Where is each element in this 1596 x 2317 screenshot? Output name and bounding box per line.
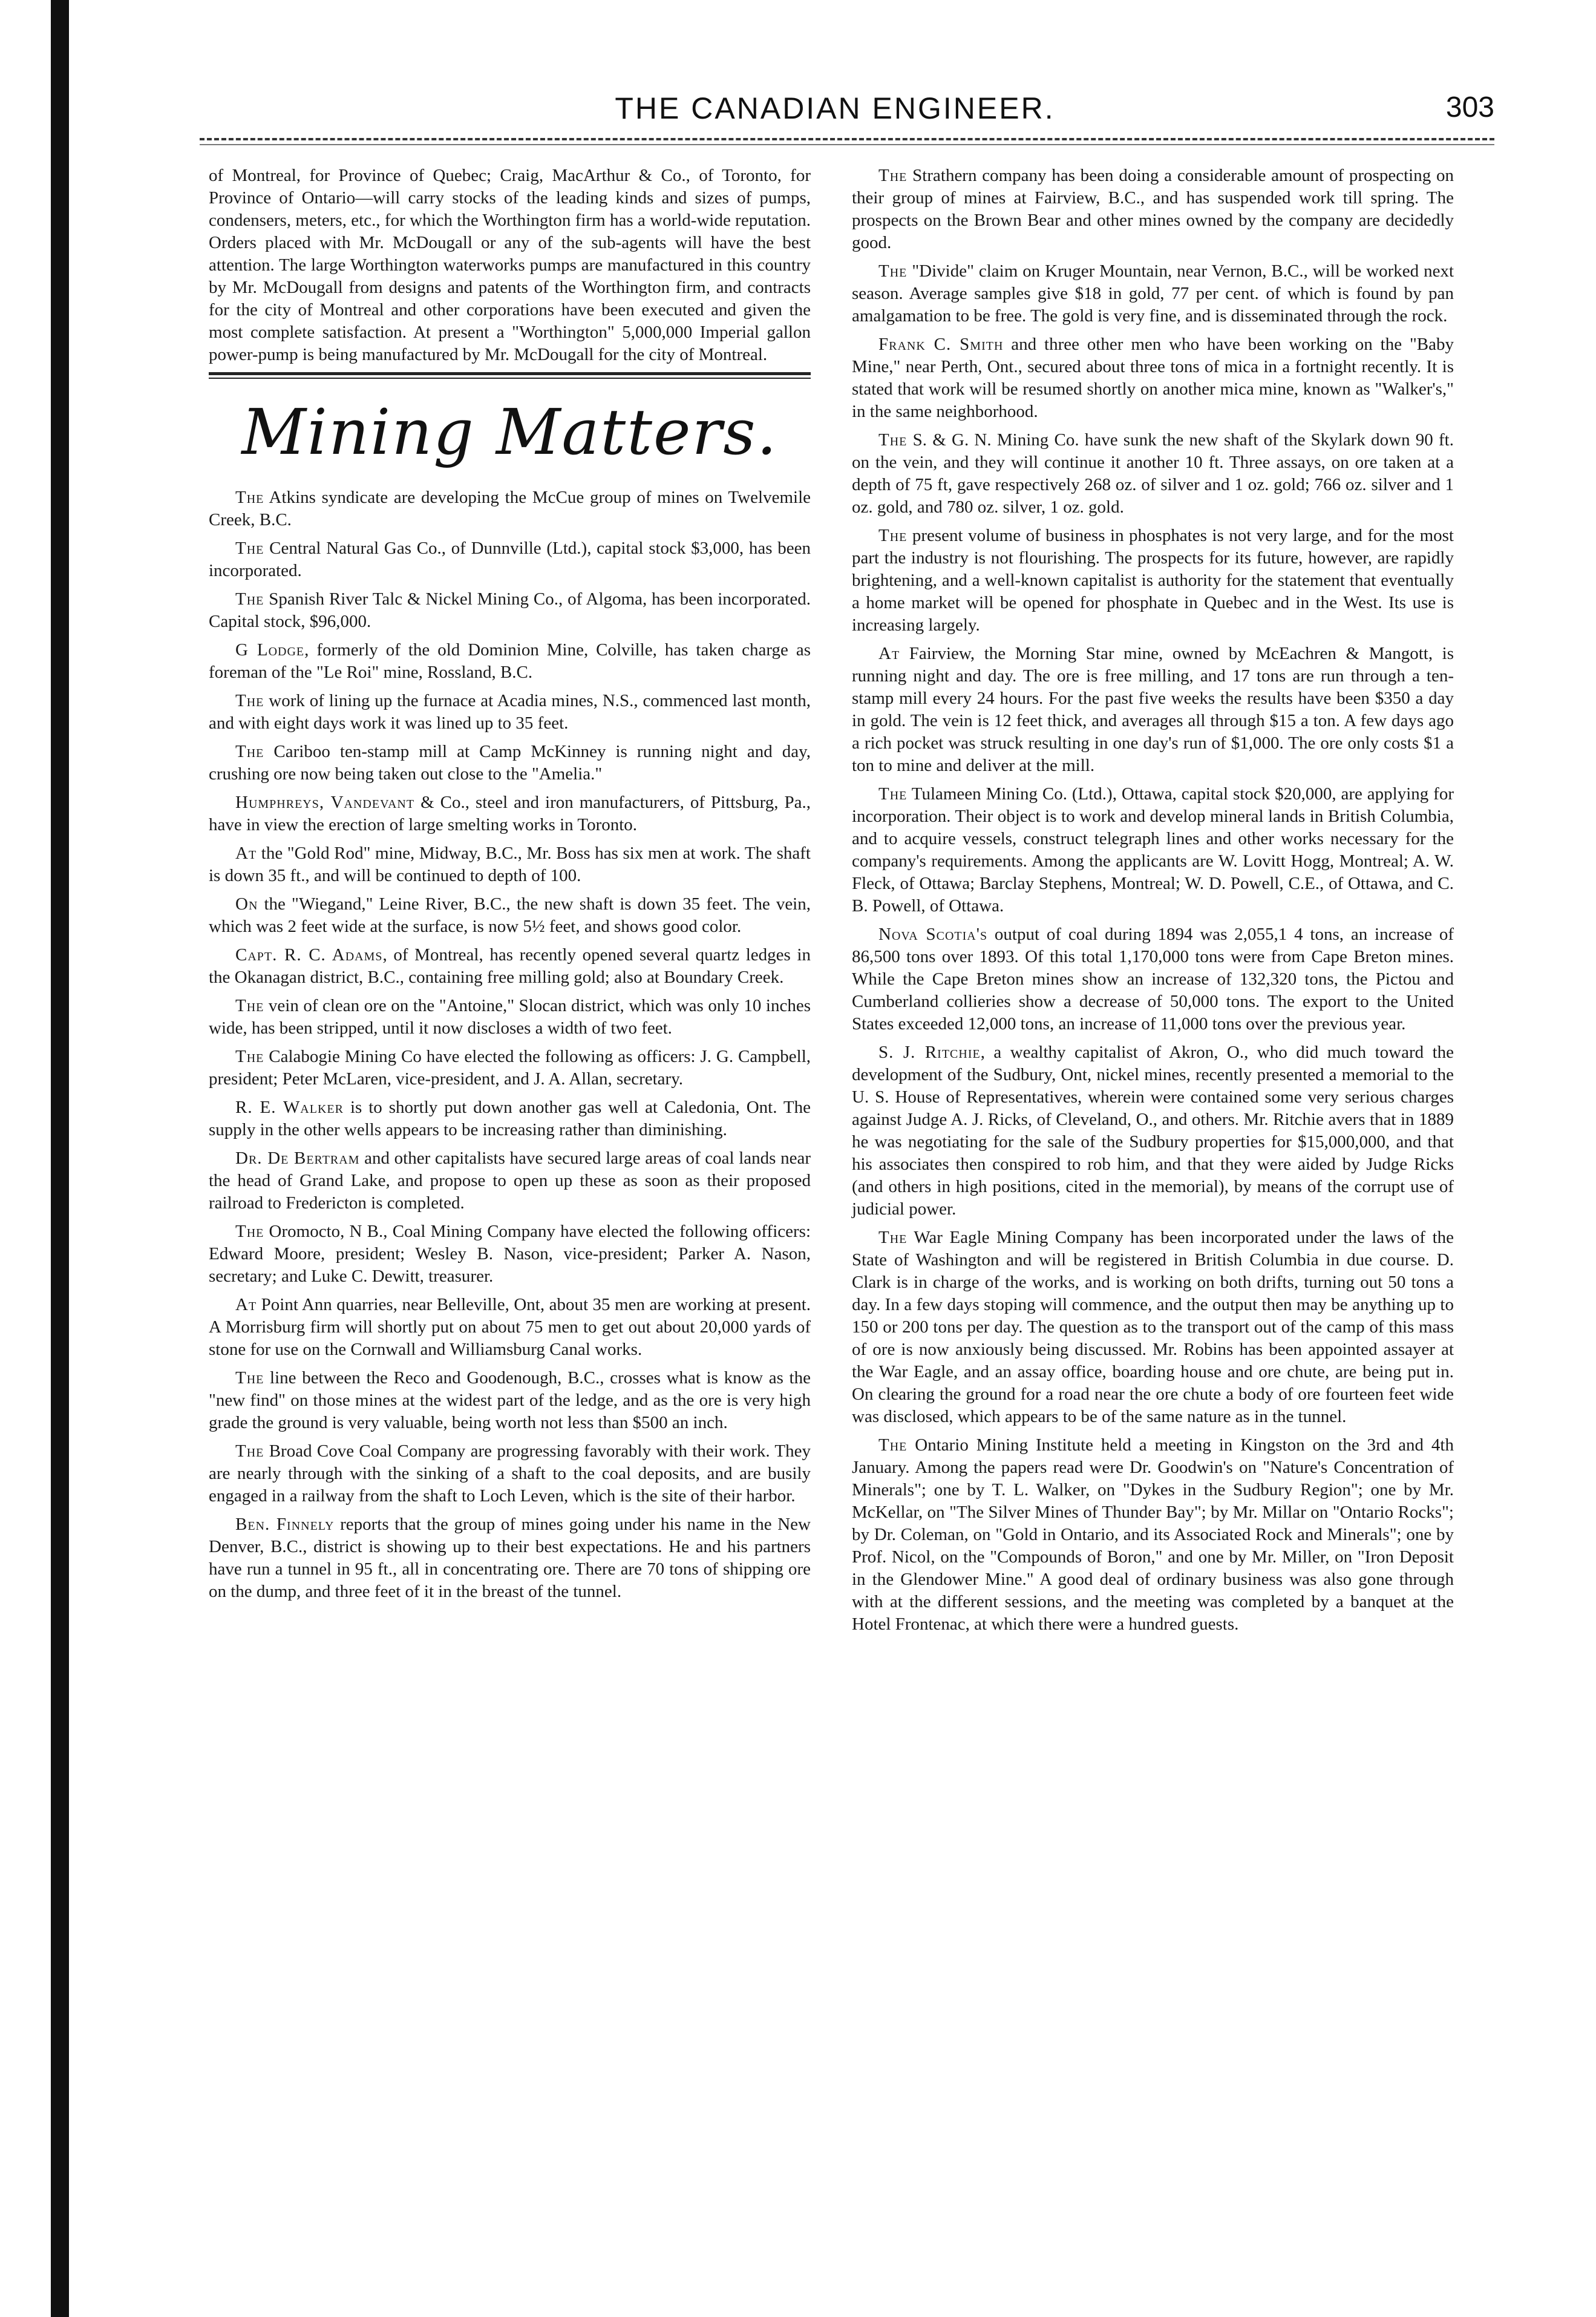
news-item-text: work of lining up the furnace at Acadia mines, N.S., commenced last month, and with eight days work it was lined up to 35 feet. xyxy=(209,691,811,733)
news-item-lead: Nova Scotia's xyxy=(878,925,988,944)
section-title xyxy=(209,396,811,468)
news-item-text: Fairview, the Morning Star mine, owned by McEachren & Mangott, is running night and day. The ore is free milling, and 17 tons are run through a ten-stamp mill every 24 hours. For the past five weeks the results have been $350 a day in gold. The vein is 12 feet thick, and averages all through $15 a ton. A few days ago a rich pocket was struck resulting in one day's run of $1,000. The ore only costs $1 a ton to mine and deliver at the mill. xyxy=(852,644,1454,775)
news-item-lead: Capt. R. C. Adams xyxy=(235,945,383,965)
news-item-text: vein of clean ore on the "Antoine," Slocan district, which was only 10 inches wide, has been stripped, until it now discloses a width of two feet. xyxy=(209,996,811,1038)
news-item-lead: Frank C. Smith xyxy=(878,335,1004,354)
news-item xyxy=(209,1440,811,1507)
left-news-items xyxy=(209,487,811,1603)
news-item-lead: The xyxy=(878,430,908,450)
news-item-text: , formerly of the old Dominion Mine, Colville, has taken charge as foreman of the "Le Roi" mine, Rossland, B.C. xyxy=(209,640,811,682)
news-item-lead: On xyxy=(235,894,258,914)
news-item-text: output of coal during 1894 was 2,055,1 4 tons, an increase of 86,500 tons over 1893. Of this total 1,170,000 tons were from Cape Breton mines. While the Cape Breton mines show an increase of 132,320 tons, the Pictou and Cumberland collieries show a decrease of 50,000 tons. The export to the United States exceeded 12,000 tons, an increase of 11,000 tons over the previous year. xyxy=(852,925,1454,1034)
news-item-lead: The xyxy=(235,539,264,558)
section-title-text: Mining Matters. xyxy=(241,395,778,469)
news-item-lead: The xyxy=(235,996,264,1015)
news-item xyxy=(852,260,1454,327)
news-item-text: Cariboo ten-stamp mill at Camp McKinney is running night and day, crushing ore now being taken out close to the "Amelia." xyxy=(209,742,811,784)
news-item-text: Strathern company has been doing a considerable amount of prospecting on their group of mines at Fairview, B.C., and has suspended work till spring. The prospects on the Brown Bear and other mines owned by the company are decidedly good. xyxy=(852,166,1454,252)
header-rule-thin xyxy=(200,144,1494,145)
news-item-text: reports that the group of mines going under his name in the New Denver, B.C., district is showing up to their best expectations. He and his partners have run a tunnel in 95 ft., all in concentrating ore. There are 70 tons of shipping ore on the dump, and three feet of it in the breast of the tunnel. xyxy=(209,1515,811,1601)
news-item xyxy=(209,1046,811,1090)
news-item xyxy=(209,995,811,1040)
news-item-lead: At xyxy=(878,644,900,663)
news-item-text: line between the Reco and Goodenough, B.C., crosses what is know as the "new find" on those mines at the widest part of the ledge, and as the ore is very high grade the ground is very valuable, being worth not less than $500 an inch. xyxy=(209,1368,811,1432)
news-item-lead: Humphreys, Vandevant xyxy=(235,793,415,812)
news-item xyxy=(852,1041,1454,1221)
news-item-text: and other capitalists have secured large areas of coal lands near the head of Grand Lake, and propose to open up these as soon as their proposed railroad to Fredericton is completed. xyxy=(209,1149,811,1213)
news-item-lead: The xyxy=(878,526,908,545)
news-item-lead: The xyxy=(235,1047,264,1066)
news-item xyxy=(209,487,811,531)
news-item xyxy=(209,741,811,785)
continued-paragraph: of Montreal, for Province of Quebec; Craig, MacArthur & Co., of Toronto, for Province of Ontario—will carry stocks of the leading kinds and sizes of pumps, condensers, meters, etc., for which the Worthington firm has a world-wide reputation. Orders placed with Mr. McDougall or any of the sub-agents will have the best attention. The large Worthington waterworks pumps are manufactured in this country by Mr. McDougall from designs and patents of the Worthington firm, and contracts for the city of Montreal and other corporations have been executed and given the most complete satisfaction. At present a "Worthington" 5,000,000 Imperial gallon power-pump is being manufactured by Mr. McDougall for the city of Montreal. xyxy=(209,166,811,364)
news-item xyxy=(209,1294,811,1361)
news-item xyxy=(209,639,811,684)
news-item-lead: G Lodge xyxy=(235,640,305,660)
news-item-lead: The xyxy=(235,1368,264,1388)
news-item xyxy=(209,1221,811,1288)
news-item-text: & Co., steel and iron manufacturers, of Pittsburg, Pa., have in view the erection of large smelting works in Toronto. xyxy=(209,793,811,834)
news-item-lead: The xyxy=(235,1441,264,1461)
news-item xyxy=(852,783,1454,917)
news-item-text: Spanish River Talc & Nickel Mining Co., of Algoma, has been incorporated. Capital stock, $96,000. xyxy=(209,589,811,631)
news-item-text: Tulameen Mining Co. (Ltd.), Ottawa, capital stock $20,000, are applying for incorporation. Their object is to work and develop mineral lands in British Columbia, and to acquire vessels, construct telegraph lines and other works necessary for the company's requirements. Among the applicants are W. Lovitt Hogg, Montreal; A. W. Fleck, of Ottawa; Barclay Stephens, Montreal; W. D. Powell, C.E., of Ottawa, and C. B. Powell, of Ottawa. xyxy=(852,784,1454,916)
news-item-text: Central Natural Gas Co., of Dunnville (Ltd.), capital stock $3,000, has been incorporated. xyxy=(209,539,811,580)
page-number: 303 xyxy=(1445,91,1494,123)
news-item-lead: The xyxy=(235,589,264,609)
news-item-text: Point Ann quarries, near Belleville, Ont, about 35 men are working at present. A Morrisburg firm will shortly put on about 75 men to get out about 20,000 yards of stone for use on the Cornwall and Williamsburg Canal works. xyxy=(209,1295,811,1359)
news-item xyxy=(209,791,811,836)
right-column xyxy=(852,165,1454,1642)
news-item-text: present volume of business in phosphates is not very large, and for the most part the industry is not flourishing. The prospects for its future, however, are rapidly brightening, and a well-known capitalist is authority for the statement that eventually a home market will be opened for phosphate in Quebec and in the West. Its use is increasing largely. xyxy=(852,526,1454,635)
news-item xyxy=(852,923,1454,1035)
news-item xyxy=(852,165,1454,254)
news-item-text: , a wealthy capitalist of Akron, O., who did much toward the development of the Sudbury, Ont, nickel mines, recently presented a memorial to the U. S. House of Representatives, wherein were contained some very serious charges against Judge A. J. Ricks, of Cleveland, O., and others. Mr. Ritchie avers that in 1889 he was negotiating for the sale of the Sudbury properties for $15,000,000, and that his associates then conspired to rob him, and that they were aided by Judge Ricks (and others in high positions, cited in the memorial), by means of the corrupt use of judicial power. xyxy=(852,1043,1454,1219)
news-item xyxy=(209,1367,811,1434)
news-item xyxy=(852,1434,1454,1636)
news-item-lead: The xyxy=(235,691,264,710)
news-item xyxy=(852,429,1454,519)
news-item xyxy=(209,537,811,582)
news-item xyxy=(209,842,811,887)
news-item-lead: The xyxy=(878,784,908,804)
news-item xyxy=(209,1096,811,1141)
news-item xyxy=(852,1227,1454,1428)
news-item-text: War Eagle Mining Company has been incorporated under the laws of the State of Washington and will be registered in British Columbia in due course. D. Clark is in charge of the works, and is working on both drifts, turning out 50 tons a day. In a few days stoping will commence, and the output then may be anything up to 150 or 200 tons per day. The question as to the transport out of the camp of this mass of ore is now anxiously being discussed. Mr. Robins has been appointed assayer at the War Eagle, and an assay office, boarding house and ore chute, are being put in. On clearing the ground for a road near the ore chute a body of ore fourteen feet wide was disclosed, which appears to be of the same nature as in the tunnel. xyxy=(852,1228,1454,1426)
news-item-text: Broad Cove Coal Company are progressing favorably with their work. They are nearly through with the sinking of a shaft to the coal deposits, and are busily engaged in a railway from the shaft to Loch Leven, which is the site of their harbor. xyxy=(209,1441,811,1506)
news-item-lead: At xyxy=(235,1295,257,1314)
news-item-text: is to shortly put down another gas well at Caledonia, Ont. The supply in the other wells appears to be increasing rather than diminishing. xyxy=(209,1098,811,1139)
news-item xyxy=(209,1513,811,1603)
news-item-lead: S. J. Ritchie xyxy=(878,1043,981,1062)
news-item-lead: The xyxy=(878,1228,908,1247)
news-item-text: the "Gold Rod" mine, Midway, B.C., Mr. Boss has six men at work. The shaft is down 35 ft., and will be continued to depth of 100. xyxy=(209,844,811,885)
journal-title: THE CANADIAN ENGINEER. xyxy=(615,91,1055,125)
news-item-text: , of Montreal, has recently opened several quartz ledges in the Okanagan district, B.C., containing free milling gold; also at Boundary Creek. xyxy=(209,945,811,987)
news-item-lead: The xyxy=(235,1222,264,1241)
section-rule-thin xyxy=(209,378,811,379)
news-item xyxy=(852,525,1454,637)
news-item-text: Calabogie Mining Co have elected the following as officers: J. G. Campbell, president; Peter McLaren, vice-president, and J. A. Allan, secretary. xyxy=(209,1047,811,1089)
news-item-text: the "Wiegand," Leine River, B.C., the new shaft is down 35 feet. The vein, which was 2 feet wide at the surface, is now 5½ feet, and shows good color. xyxy=(209,894,811,936)
news-item-text: Atkins syndicate are developing the McCue group of mines on Twelvemile Creek, B.C. xyxy=(209,488,811,529)
header-rule xyxy=(200,138,1494,140)
section-rule xyxy=(209,372,811,375)
news-item xyxy=(852,333,1454,423)
news-item-lead: R. E. Walker xyxy=(235,1098,344,1117)
news-item-lead: Ben. Finnely xyxy=(235,1515,335,1534)
news-item xyxy=(209,588,811,633)
news-item-lead: The xyxy=(235,742,264,761)
news-item xyxy=(209,1147,811,1214)
left-column xyxy=(209,165,811,1609)
news-item-text: Oromocto, N B., Coal Mining Company have elected the following officers: Edward Moore, president; Wesley B. Nason, vice-president; Parker A. Nason, secretary; and Luke C. Dewitt, treasurer. xyxy=(209,1222,811,1286)
news-item-lead: The xyxy=(878,261,908,281)
news-item-text: S. & G. N. Mining Co. have sunk the new shaft of the Skylark down 90 ft. on the vein, and they will continue it another 10 ft. Three assays, on ore taken at a depth of 75 ft, gave respectively 268 oz. of silver and 1 oz. gold; 766 oz. silver and 1 oz. gold, and 780 oz. silver, 1 oz. gold. xyxy=(852,430,1454,517)
news-item-lead: The xyxy=(878,1435,908,1455)
news-item-text: and three other men who have been working on the "Baby Mine," near Perth, Ont., secured about three tons of mica in a fortnight recently. It is stated that work will be resumed shortly on another mica mine, known as "Walker's," in the same neighborhood. xyxy=(852,335,1454,421)
news-item-text: "Divide" claim on Kruger Mountain, near Vernon, B.C., will be worked next season. Average samples give $18 in gold, 77 per cent. of which is found by pan amalgamation to be free. The gold is very fine, and is disseminated through the rock. xyxy=(852,261,1454,326)
news-item xyxy=(852,643,1454,777)
page-header xyxy=(200,91,1494,133)
news-item xyxy=(209,944,811,989)
right-news-items xyxy=(852,165,1454,1636)
binding-edge xyxy=(51,0,69,2317)
news-item-lead: The xyxy=(235,488,264,507)
news-item-text: Ontario Mining Institute held a meeting in Kingston on the 3rd and 4th January. Among the papers read were Dr. Goodwin's on "Nature's Concentration of Minerals"; one by T. L. Walker, on "Dykes in the Sudbury Region"; one by Mr. McKellar, on "The Silver Mines of Thunder Bay"; by Mr. Millar on "Ontario Rocks"; by Dr. Coleman, on "Gold in Ontario, and its Associated Rock and Minerals"; one by Prof. Nicol, on the "Compounds of Boron," and one by Mr. Miller, on "Iron Deposit in the Glendower Mine." A good deal of ordinary business was also gone through with at the different sessions, and the meeting was completed by a banquet at the Hotel Frontenac, at which there were a hundred guests. xyxy=(852,1435,1454,1634)
news-item-lead: The xyxy=(878,166,908,185)
news-item xyxy=(209,893,811,938)
news-item-lead: At xyxy=(235,844,257,863)
news-item-lead: Dr. De Bertram xyxy=(235,1149,360,1168)
news-item xyxy=(209,690,811,735)
